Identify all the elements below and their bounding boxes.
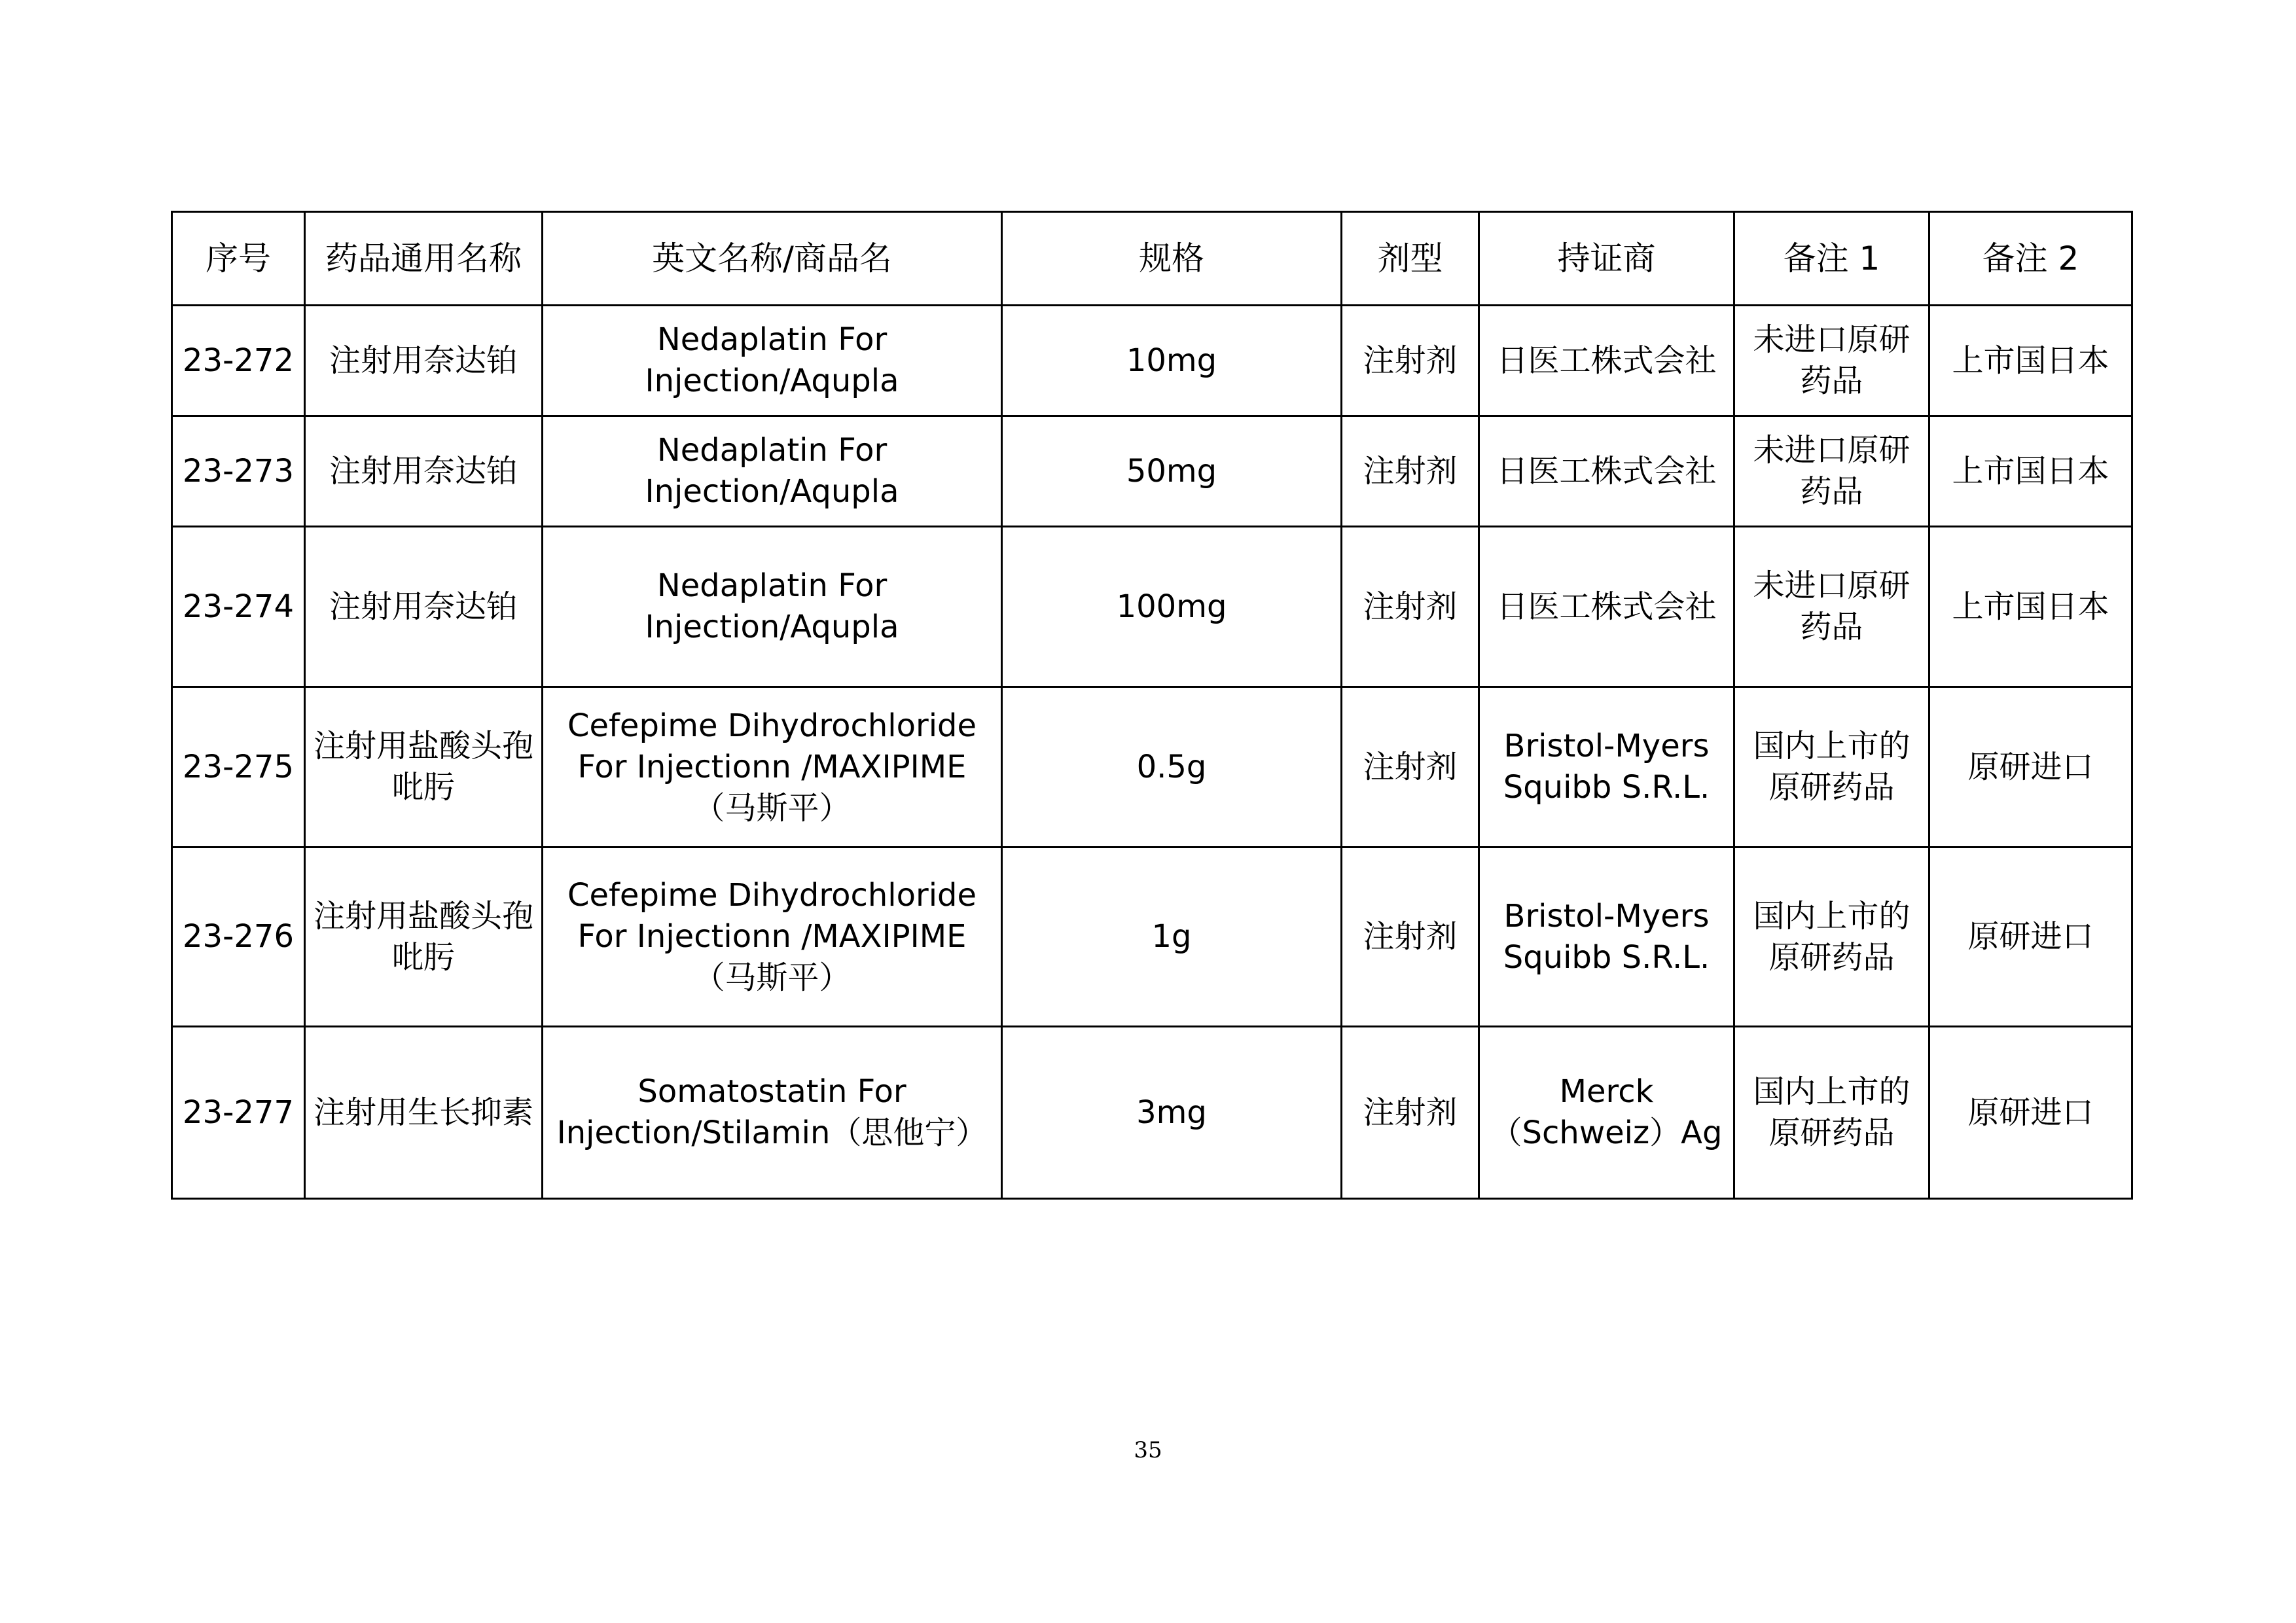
cell-english-name [543, 687, 1002, 847]
cell-generic-name: 注射用奈达铂 [305, 416, 543, 527]
cell-dosage-form: 注射剂 [1342, 527, 1479, 687]
cell-spec: 1g [1002, 847, 1342, 1027]
cell-generic-name: 注射用奈达铂 [305, 527, 543, 687]
table-row [172, 1027, 2132, 1199]
cell-spec: 10mg [1002, 306, 1342, 416]
cell-note2: 上市国日本 [1929, 416, 2132, 527]
cell-generic-name: 注射用盐酸头孢吡肟 [305, 687, 543, 847]
cell-note1: 未进口原研药品 [1734, 527, 1929, 687]
english-name-line: Injection/Aqupla [645, 609, 899, 645]
english-name-line: Injection/Stilamin（思他宁） [556, 1115, 988, 1151]
cell-holder: 日医工株式会社 [1479, 416, 1734, 527]
cell-dosage-form: 注射剂 [1342, 687, 1479, 847]
cell-note2: 原研进口 [1929, 687, 2132, 847]
holder-line: Bristol-Myers [1503, 728, 1710, 764]
cell-holder: 日医工株式会社 [1479, 527, 1734, 687]
cell-holder [1479, 687, 1734, 847]
header-note2: 备注 2 [1929, 212, 2132, 306]
drug-list-table [171, 211, 2133, 1200]
table-row [172, 416, 2132, 527]
cell-note1: 国内上市的原研药品 [1734, 687, 1929, 847]
holder-line: Squibb S.R.L. [1503, 769, 1710, 806]
cell-holder [1479, 847, 1734, 1027]
header-spec: 规格 [1002, 212, 1342, 306]
holder-line: Bristol-Myers [1503, 897, 1710, 935]
table-row [172, 306, 2132, 416]
header-holder: 持证商 [1479, 212, 1734, 306]
english-name-line: For Injectionn /MAXIPIME [577, 918, 967, 955]
cell-dosage-form: 注射剂 [1342, 416, 1479, 527]
cell-dosage-form: 注射剂 [1342, 1027, 1479, 1199]
header-english-name: 英文名称/商品名 [543, 212, 1002, 306]
english-name-line: Cefepime Dihydrochloride [567, 707, 977, 744]
cell-no: 23-275 [172, 687, 305, 847]
header-note1: 备注 1 [1734, 212, 1929, 306]
table-row [172, 687, 2132, 847]
english-name-line: Nedaplatin For [656, 321, 888, 358]
cell-no: 23-274 [172, 527, 305, 687]
cell-spec: 3mg [1002, 1027, 1342, 1199]
english-name-line: Injection/Aqupla [645, 473, 899, 510]
header-dosage-form: 剂型 [1342, 212, 1479, 306]
cell-no: 23-273 [172, 416, 305, 527]
cell-note1: 未进口原研药品 [1734, 306, 1929, 416]
english-name-line: （马斯平） [693, 959, 851, 996]
cell-note1: 未进口原研药品 [1734, 416, 1929, 527]
cell-english-name [543, 306, 1002, 416]
cell-dosage-form: 注射剂 [1342, 306, 1479, 416]
cell-english-name [543, 527, 1002, 687]
page-number: 35 [1134, 1437, 1162, 1463]
english-name-line: （马斯平） [693, 789, 851, 827]
header-generic-name: 药品通用名称 [305, 212, 543, 306]
cell-no: 23-272 [172, 306, 305, 416]
cell-holder: 日医工株式会社 [1479, 306, 1734, 416]
table-header-row [172, 212, 2132, 306]
cell-generic-name: 注射用生长抑素 [305, 1027, 543, 1199]
cell-english-name [543, 416, 1002, 527]
cell-note1: 国内上市的原研药品 [1734, 1027, 1929, 1199]
cell-dosage-form: 注射剂 [1342, 847, 1479, 1027]
cell-no: 23-277 [172, 1027, 305, 1199]
cell-no: 23-276 [172, 847, 305, 1027]
cell-note2: 上市国日本 [1929, 306, 2132, 416]
cell-spec: 100mg [1002, 527, 1342, 687]
cell-spec: 50mg [1002, 416, 1342, 527]
cell-english-name [543, 847, 1002, 1027]
cell-note2: 上市国日本 [1929, 527, 2132, 687]
table-row [172, 847, 2132, 1027]
english-name-line: Cefepime Dihydrochloride [567, 877, 977, 914]
cell-note2: 原研进口 [1929, 1027, 2132, 1199]
holder-line: （Schweiz）Ag [1490, 1115, 1723, 1151]
english-name-line: Nedaplatin For [656, 567, 888, 604]
cell-generic-name: 注射用盐酸头孢吡肟 [305, 847, 543, 1027]
header-no: 序号 [172, 212, 305, 306]
cell-holder [1479, 1027, 1734, 1199]
cell-note1: 国内上市的原研药品 [1734, 847, 1929, 1027]
cell-note2: 原研进口 [1929, 847, 2132, 1027]
english-name-line: Injection/Aqupla [645, 363, 899, 399]
english-name-line: For Injectionn /MAXIPIME [577, 748, 967, 785]
holder-line: Squibb S.R.L. [1503, 938, 1710, 976]
english-name-line: Nedaplatin For [656, 432, 888, 469]
cell-english-name [543, 1027, 1002, 1199]
english-name-line: Somatostatin For [637, 1073, 906, 1110]
table-row [172, 527, 2132, 687]
cell-generic-name: 注射用奈达铂 [305, 306, 543, 416]
holder-line: Merck [1559, 1073, 1654, 1110]
cell-spec: 0.5g [1002, 687, 1342, 847]
